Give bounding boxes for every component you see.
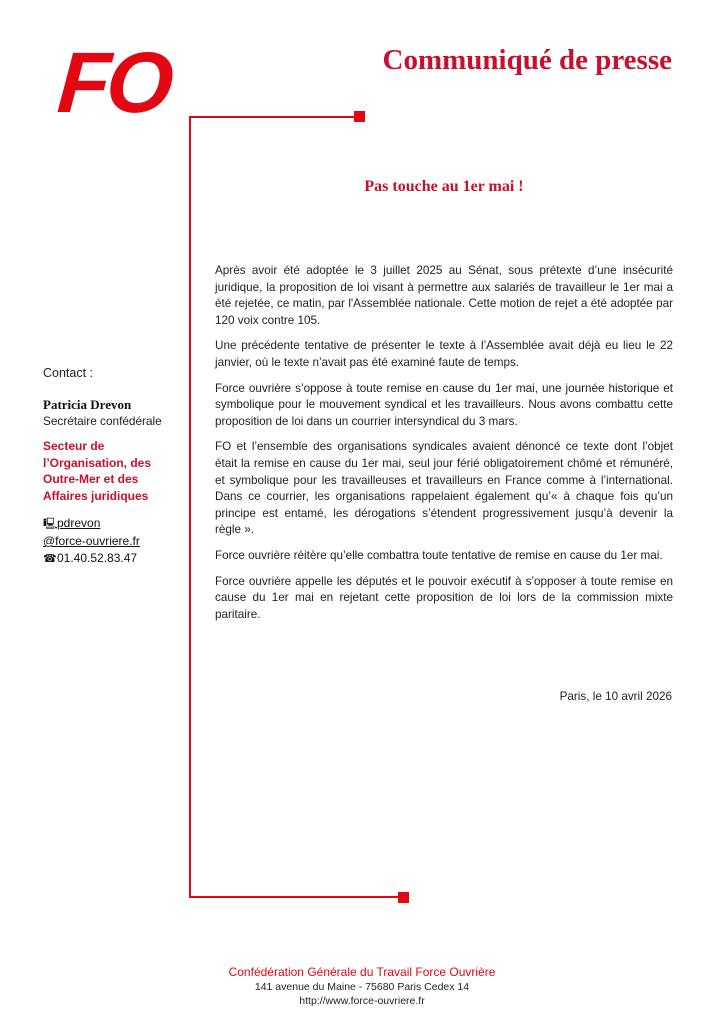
contact-name: Patricia Drevon [43, 397, 132, 412]
contact-email-domain[interactable] [43, 533, 183, 550]
page-title: Communiqué de presse [382, 44, 672, 76]
bottom-square-marker [398, 892, 409, 903]
fo-logo: FO [54, 35, 173, 131]
sector-line: Outre-Mer et des [43, 472, 139, 486]
press-headline: Pas touche au 1er mai ! [364, 178, 524, 195]
top-divider [189, 116, 355, 118]
footer-website[interactable]: http://www.force-ouvriere.fr [299, 995, 425, 1007]
contact-sidebar [43, 366, 183, 568]
paragraph: Une précédente tentative de présenter le texte à l’Assemblée avait déjà eu lieu le 22 janvier, où le texte n’avait pas été examiné faute de temps. [215, 339, 673, 369]
email-user[interactable]: pdrevon [57, 516, 101, 530]
paragraph: Force ouvrière s’oppose à toute remise en cause du 1er mai, une journée historique et symbolique pour le mouvement syndical et les travailleurs. Nous avons combattu cette proposition de loi dans un courrier intersyndical du 3 mars. [215, 381, 673, 428]
computer-icon: 🖳 [43, 518, 58, 530]
sector-line: Affaires juridiques [43, 488, 149, 503]
contact-sector [43, 438, 183, 504]
press-body [215, 263, 673, 632]
date-line: Paris, le 10 avril 2026 [559, 690, 672, 703]
contact-role: Secrétaire confédérale [43, 414, 162, 428]
paragraph: FO et l’ensemble des organisations syndicales avaient dénoncé ce texte dont l’objet était la remise en cause du 1er mai, seul jour férié obligatoirement chômé et rémunéré, et symbolique pour les travailleuses et travailleurs en France comme à l’international. Dans ce courrier, les organisations rappelaient également qu’« à chaque fois qu’un principe est entamé, les dérogations s’étendent progressivement jusqu’à devenir la règle ». [215, 440, 673, 537]
top-square-marker [354, 111, 365, 122]
contact-phone [43, 550, 183, 568]
sector-line: Secteur de [43, 439, 105, 453]
bottom-divider [189, 896, 399, 898]
vertical-divider [189, 116, 191, 898]
footer-organization: Confédération Générale du Travail Force Ouvrière [228, 965, 496, 979]
paragraph: Force ouvrière réitère qu’elle combattra toute tentative de remise en cause du 1er mai. [215, 548, 663, 562]
contact-email[interactable] [43, 515, 183, 533]
contact-label: Contact : [43, 366, 94, 380]
footer-address: 141 avenue du Maine - 75680 Paris Cedex 14 [254, 981, 470, 993]
email-domain[interactable]: @force-ouvriere.fr [43, 534, 140, 548]
telephone-icon: ☎ [43, 553, 57, 565]
paragraph: Après avoir été adoptée le 3 juillet 2025 au Sénat, sous prétexte d’une insécurité juridique, la proposition de loi visant à permettre aux salariés de travailleur le 1er mai a été rejetée, ce matin, par l'Assemblée nationale. Cette motion de rejet a été adoptée par 120 voix contre 105. [215, 264, 673, 327]
sector-line: l’Organisation, des [43, 455, 152, 470]
page-footer [0, 965, 724, 1007]
phone-number: 01.40.52.83.47 [57, 551, 138, 565]
paragraph: Force ouvrière appelle les députés et le pouvoir exécutif à s’opposer à toute remise en cause du 1er mai en rejetant cette proposition de loi lors de la commission mixte paritaire. [215, 574, 673, 621]
